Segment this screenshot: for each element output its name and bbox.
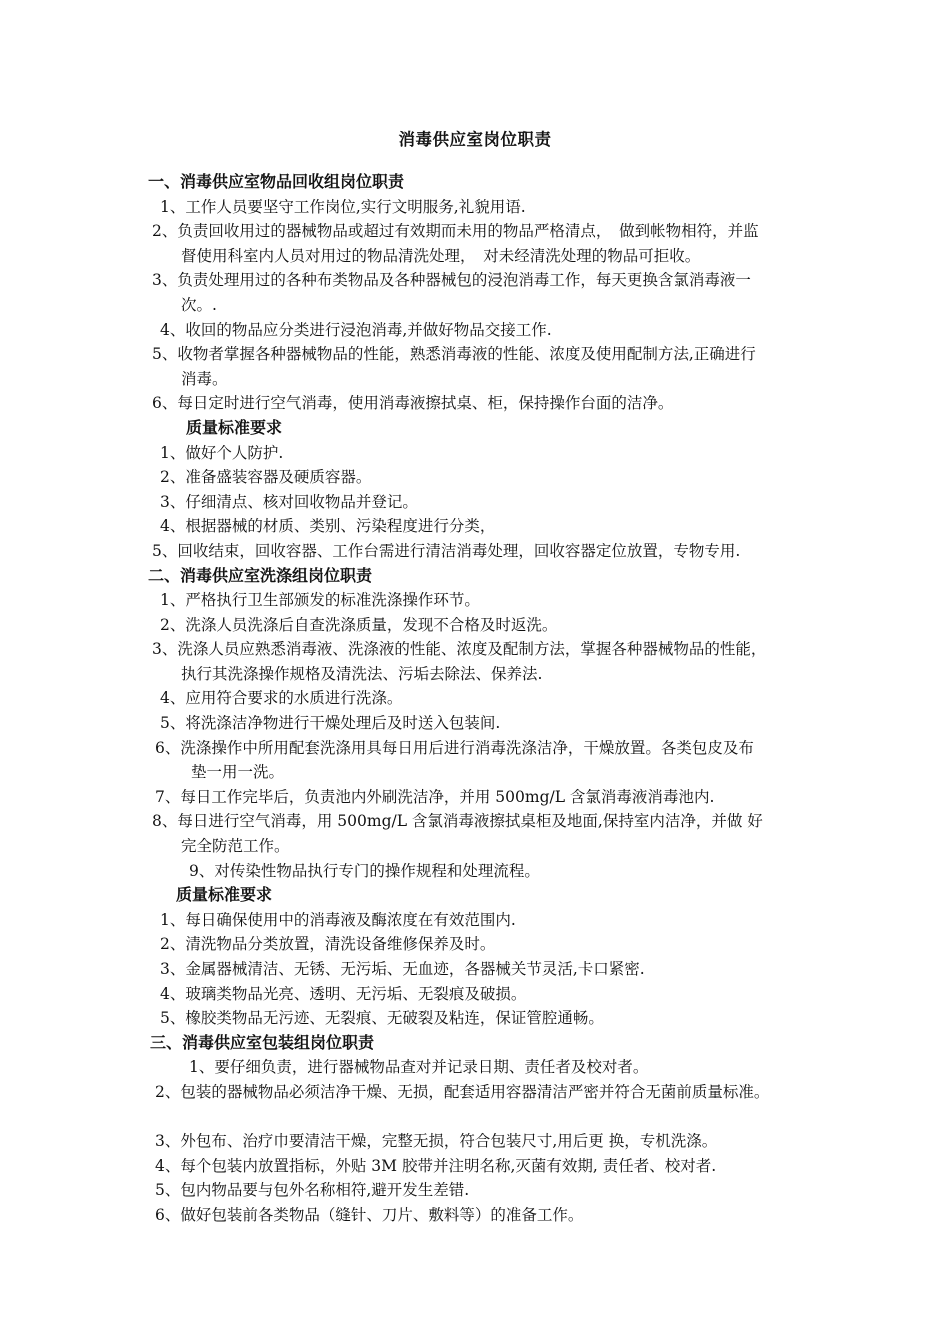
quality-line: 4、玻璃类物品光亮、透明、无污垢、无裂痕及破损。: [160, 984, 527, 1003]
section-heading-washing: 二、消毒供应室洗涤组岗位职责: [148, 565, 373, 585]
paragraph-line: 1、工作人员要坚守工作岗位,实行文明服务,礼貌用语.: [160, 197, 526, 216]
quality-line: 4、根据器械的材质、类别、污染程度进行分类，: [160, 517, 496, 536]
paragraph-line: 4、应用符合要求的水质进行洗涤。: [160, 689, 403, 708]
paragraph-line: 5、将洗涤洁净物进行干燥处理后及时送入包装间.: [160, 714, 501, 733]
paragraph-line: 5、收物者掌握各种器械物品的性能，熟悉消毒液的性能、浓度及使用配制方法,正确进行: [152, 345, 756, 364]
quality-line: 3、仔细清点、核对回收物品并登记。: [160, 492, 418, 511]
paragraph-line: 执行其洗涤操作规格及清洗法、污垢去除法、保养法.: [181, 664, 543, 683]
paragraph-line: 7、每日工作完毕后，负责池内外刷洗洁净，并用 500mg/L 含氯消毒液消毒池内.: [155, 787, 715, 806]
paragraph-line: 督使用科室内人员对用过的物品清洗处理， 对未经清洗处理的物品可拒收。: [181, 246, 701, 265]
quality-line: 2、清洗物品分类放置，清洗设备维修保养及时。: [160, 935, 496, 954]
quality-line: 5、橡胶类物品无污迹、无裂痕、无破裂及粘连，保证管腔通畅。: [160, 1009, 604, 1028]
paragraph-line: 1、要仔细负责，进行器械物品查对并记录日期、责任者及校对者。: [189, 1058, 649, 1077]
paragraph-line: 垫一用一洗。: [191, 763, 285, 782]
paragraph-line: 2、洗涤人员洗涤后自查洗涤质量，发现不合格及时返洗。: [160, 615, 558, 634]
paragraph-line: 3、负责处理用过的各种布类物品及各种器械包的浸泡消毒工作，每天更换含氯消毒液一: [152, 271, 751, 290]
paragraph-line: 4、收回的物品应分类进行浸泡消毒,并做好物品交接工作.: [160, 320, 552, 339]
paragraph-line: 次。.: [181, 295, 217, 314]
quality-heading-recycle: 质量标准要求: [186, 417, 283, 437]
document-body: [0, 170, 950, 1228]
quality-line: 5、回收结束，回收容器、工作台需进行清洁消毒处理，回收容器定位放置，专物专用.: [152, 541, 741, 560]
section-heading-recycle: 一、消毒供应室物品回收组岗位职责: [148, 172, 405, 191]
paragraph-line: 1、严格执行卫生部颁发的标准洗涤操作环节。: [160, 591, 480, 610]
paragraph-line: 8、每日进行空气消毒，用 500mg/L 含氯消毒液擦拭桌柜及地面,保持室内洁净，并做 好: [152, 812, 763, 831]
paragraph-line: 9、对传染性物品执行专门的操作规程和处理流程。: [189, 861, 540, 880]
paragraph-line: 6、每日定时进行空气消毒，使用消毒液擦拭桌、柜，保持操作台面的洁净。: [152, 394, 674, 413]
document-title: 消毒供应室岗位职责: [398, 130, 552, 149]
paragraph-line: 6、做好包装前各类物品（缝针、刀片、敷料等）的准备工作。: [155, 1205, 584, 1224]
quality-line: 2、准备盛装容器及硬质容器。: [160, 468, 372, 487]
paragraph-line: 完全防范工作。: [181, 837, 290, 856]
section-heading-packaging: 三、消毒供应室包装组岗位职责: [150, 1032, 375, 1052]
quality-line: 1、每日确保使用中的消毒液及酶浓度在有效范围内.: [160, 910, 516, 929]
quality-line: 3、金属器械清洁、无锈、无污垢、无血迹，各器械关节灵活,卡口紧密.: [160, 960, 645, 978]
paragraph-line: 2、负责回收用过的器械物品或超过有效期而未用的物品严格清点， 做到帐物相符，并监: [152, 222, 759, 241]
paragraph-line: 6、洗涤操作中所用配套洗涤用具每日用后进行消毒洗涤洁净，干燥放置。各类包皮及布: [155, 738, 754, 757]
quality-line: 1、做好个人防护.: [160, 443, 284, 462]
paragraph-line: 5、包内物品要与包外名称相符,避开发生差错.: [155, 1181, 470, 1200]
quality-heading-washing: 质量标准要求: [176, 885, 273, 905]
blank-line: [0, 1105, 950, 1130]
paragraph-line: 3、洗涤人员应熟悉消毒液、洗涤液的性能、浓度及配制方法，掌握各种器械物品的性能，: [152, 640, 767, 659]
paragraph-line: 消毒。: [181, 369, 228, 388]
paragraph-line: 3、外包布、治疗巾要清洁干燥，完整无损，符合包装尺寸,用后更 换，专机洗涤。: [155, 1132, 718, 1151]
paragraph-line: 4、每个包装内放置指标，外贴 3M 胶带并注明名称,灭菌有效期, 责任者、校对者.: [155, 1156, 717, 1175]
paragraph-line: 2、包装的器械物品必须洁净干燥、无损，配套适用容器清洁严密并符合无菌前质量标准。: [155, 1082, 770, 1101]
